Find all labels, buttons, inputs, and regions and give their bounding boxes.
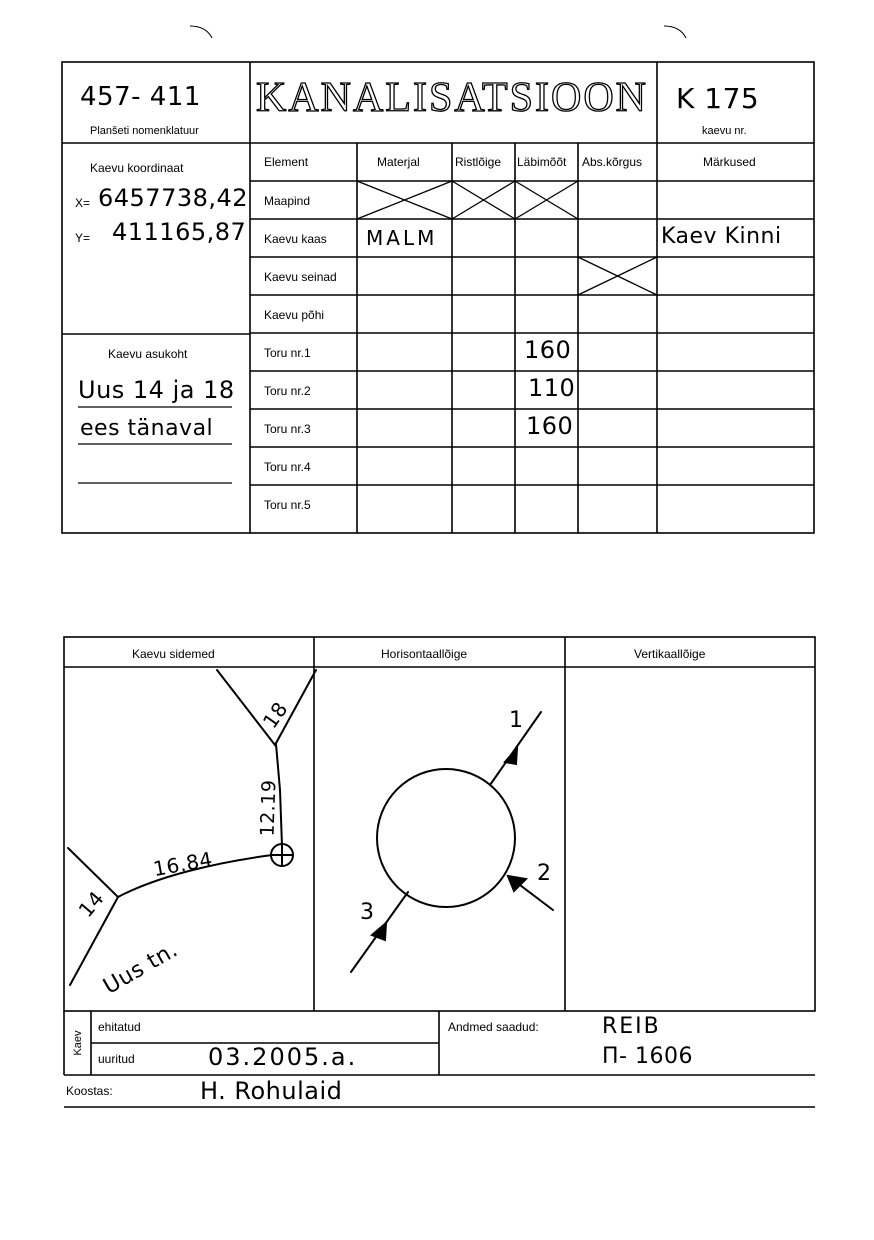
table-row-element: Toru nr.2	[264, 384, 311, 398]
sheet-code: 457- 411	[80, 82, 201, 112]
pipe-1-label: 1	[509, 708, 524, 733]
data-source-label: Andmed saadud:	[448, 1020, 539, 1034]
pipe-2-diameter: 110	[528, 374, 576, 402]
table-row-element: Toru nr.5	[264, 498, 311, 512]
table-row-element: Kaevu põhi	[264, 308, 325, 322]
horizontal-section-lines	[351, 712, 553, 972]
compiled-label: Koostas:	[66, 1084, 113, 1098]
well-number-label: kaevu nr.	[702, 125, 747, 137]
header-remarks: Märkused	[703, 155, 756, 169]
header-element: Element	[264, 155, 309, 169]
x-prefix: X=	[75, 196, 91, 210]
header-diameter: Läbimõõt	[517, 155, 567, 169]
header-material: Materjal	[377, 155, 420, 169]
pipe-1-diameter: 160	[524, 336, 572, 364]
sheet-code-label: Planšeti nomenklatuur	[90, 125, 199, 137]
table-row-element: Toru nr.4	[264, 460, 311, 474]
table-row-element: Toru nr.1	[264, 346, 311, 360]
page-title: KANALISATSIOON	[256, 75, 648, 121]
pipe-3-diameter: 160	[526, 412, 574, 440]
pipe-3-label: 3	[360, 900, 375, 925]
data-source-line-2: Π- 1606	[602, 1044, 693, 1069]
table-row-element: Maapind	[264, 194, 311, 208]
coordinates-label: Kaevu koordinaat	[90, 161, 184, 175]
lid-material: MALM	[366, 226, 438, 250]
vertical-section-label: Vertikaallõige	[634, 647, 706, 661]
tie-18-label: 18	[257, 697, 293, 733]
y-coordinate: 411165,87	[112, 218, 247, 246]
built-label: ehitatud	[98, 1020, 141, 1034]
table-row-element: Toru nr.3	[264, 422, 311, 436]
header-elevation: Abs.kõrgus	[582, 155, 643, 169]
data-source-line-1: REIB	[602, 1014, 661, 1039]
y-prefix: Y=	[75, 231, 91, 245]
street-note: Uus tn.	[99, 937, 183, 1000]
table-row-element: Kaevu kaas	[264, 232, 327, 246]
surveyed-value: 03.2005.a.	[208, 1043, 358, 1071]
distance-16-label: 16.84	[151, 846, 215, 882]
x-coordinate: 6457738,42	[98, 184, 249, 212]
pipe-2-label: 2	[537, 861, 552, 886]
ties-panel-label: Kaevu sidemed	[132, 647, 215, 661]
horizontal-section-label: Horisontaallõige	[381, 647, 468, 661]
header-section: Ristlõige	[455, 155, 502, 169]
distance-12-label: 12.19	[256, 779, 281, 837]
tie-14-label: 14	[73, 886, 109, 922]
table-row-element: Kaevu seinad	[264, 270, 337, 284]
location-label: Kaevu asukoht	[108, 347, 188, 361]
surveyed-label: uuritud	[98, 1052, 135, 1066]
well-number: K 175	[676, 82, 760, 115]
well-side-label: Kaev	[72, 1030, 84, 1056]
compiled-value: H. Rohulaid	[200, 1077, 343, 1105]
location-line-2: ees tänaval	[80, 416, 214, 441]
lid-remarks: Kaev Kinni	[661, 224, 782, 249]
location-line-1: Uus 14 ja 18	[78, 376, 235, 404]
